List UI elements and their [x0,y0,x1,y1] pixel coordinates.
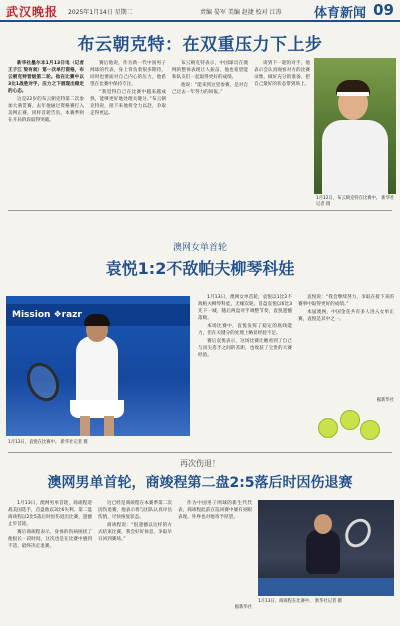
headband-shape [337,92,369,96]
story3-para: 商竣程说：“很遗憾以这样的方式结束比赛，我会好好休息，争取早日回到赛场。” [98,523,172,542]
story2-para: 袁悦说：“我会继续努力，争取在接下来的赛事中取得更好的成绩。” [298,295,394,307]
story3-column-2 [98,500,172,622]
tennis-ball-icon [360,420,380,440]
story3-photo [258,500,394,596]
story1-para: 谈到下一轮的对手，他表示会认真观看对方的比赛录像，做好充分的准备，把自己最好的状态带到场上。 [254,61,310,87]
player-hair-shape [84,314,110,326]
story1-para: 赛后他说，作为新一代中国男子网球的代表，身上背负着很多期待，同时也要面对自己内心的压力，他希望在比赛中保持专注。 [90,61,166,87]
story3-para: 这已经是商竣程在本赛季第二次因伤退赛，他表示将与团队认真评估伤情，尽快恢复状态。 [98,501,172,520]
story3-para: 作为中国男子网球的新生代代表，商竣程此前在巡回赛中屡有亮眼表现，外界也对他寄予厚望。 [178,501,252,520]
story2-headline: 袁悦1:2不敌帕夫柳琴科娃 [105,259,295,278]
tennis-ball-icon [340,410,360,430]
story3-para: 1月13日，澳网男单首轮，商竣程迎战美国选手，首盘他以3比6失利。第二盘商竣程以2比5落后时因伤退出比赛，遗憾止步首轮。 [8,501,92,527]
story1-caption: 1月12日，布云朝克特在比赛中。 新华社记者 摄 [316,196,395,207]
story3-para: 赛后商竣程表示，身体的伤病困扰了他很长一段时间，这次也是在比赛中感到不适，最终决定退赛。 [8,530,92,549]
story2-column-2 [298,294,394,394]
section-title: 体育新闻 [313,6,366,21]
player-skirt-shape [70,400,124,418]
story3-column-1 [8,500,92,622]
editor-credits: 责编 晏军 美编 赵捷 校对 江涛 [200,9,282,16]
story3-headline: 澳网男单首轮，商竣程第二盘2:5落后时因伤退赛 [47,475,353,491]
story1-para: “我觉得自己在比赛中越来越成熟，能够更好地处理关键分。”布云朝克特说，接下来他将全力以赴，争取走得更远。 [90,90,166,116]
racket-shape [21,358,65,407]
story3-kicker: 再次伤退！ [180,459,220,468]
story1-column-3 [172,60,248,204]
page-number: 09 [373,1,394,19]
masthead [0,0,400,22]
story1-para: 他说：“能来到这里参赛，是对自己过去一年努力的回报。” [172,83,248,95]
story1-para: 这是22岁的布云朝克特第二次参加大满贯赛。去年他通过资格赛打入美网正赛，同样首轮告负，本赛季则在开局阶段取得突破。 [8,97,84,123]
tennis-balls-graphic [318,410,388,442]
racket-shape [340,514,376,552]
story1-para: 新华社墨尔本1月13日电（记者王子江 梁有昶）第一次单打资格，布云朝克特晋级第二轮。他在比赛中以3比1战胜对手，压力之下展现出稳定的心态。 [8,61,84,94]
story2-photo [6,296,190,436]
court-shape [258,578,394,596]
story1-column-4 [254,60,310,204]
story1-column-2 [90,60,166,204]
tennis-ball-icon [318,418,338,438]
story3-caption: 1月13日，商竣程在比赛中。 新华社记者 摄 [258,599,342,604]
story1-photo [314,58,396,194]
story2-byline: 据新华社 [376,398,394,403]
player-body-shape [306,530,340,574]
newspaper-logo: 武汉晚报 [6,5,59,19]
player-body-shape [76,336,118,406]
story2-para: 本场比赛中，袁悦发挥了稳定的底线能力，但在关键分的处理上略显经验不足。 [198,324,292,336]
section-divider [8,210,392,211]
story2-para: 赛后袁悦表示，这场比赛让她看到了自己与顶尖选手之间的差距，也收获了宝贵的大赛经验。 [198,339,292,358]
story2-para: 本届澳网，中国金花共有多人进入女单正赛，袁悦是其中之一。 [298,310,394,322]
story3-column-3 [178,500,252,604]
player-leg-shape [104,416,114,436]
story2-caption: 1月13日，袁悦在比赛中。 新华社记者 摄 [8,440,88,445]
story2-column-1 [198,294,292,412]
story1-column-1 [8,60,84,204]
player-head-shape [314,514,332,534]
player-body-shape [322,120,388,194]
story2-kicker: 澳网女单首轮 [172,243,227,253]
player-leg-shape [80,416,90,436]
story2-para: 1月13日，澳网女单首轮，袁悦以1比2不敌帕夫柳琴科娃，无缘次轮。首盘袁悦以6比3先下一城，随后两盘对手调整节奏，袁悦遗憾落败。 [198,295,292,321]
story1-para: 布云朝克特表示，中国球员在澳网的整体表现让人振奋，他也希望能和队友们一起取得更好的成绩。 [172,61,248,80]
sponsor-banner: Mission ❖razr [6,304,190,326]
story1-headline: 布云朝克特：在双重压力下上步 [77,35,323,55]
dateline: 2025年1月14日 星期二 [68,9,133,16]
story3-byline: 据新华社 [234,605,252,610]
section-divider [8,452,392,453]
